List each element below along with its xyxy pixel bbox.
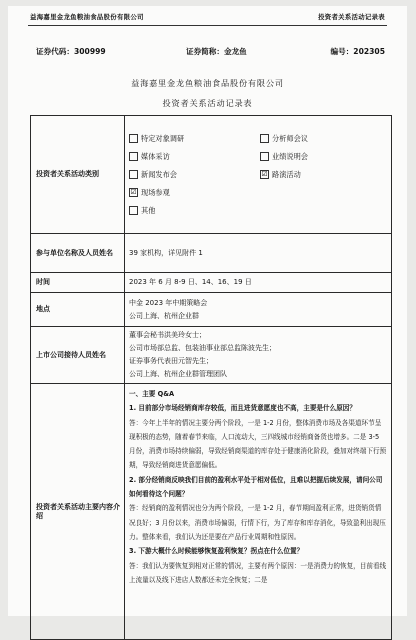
checkbox-spacer	[260, 186, 391, 200]
reception-line: 公司上海、杭州企业群管理团队	[129, 370, 227, 378]
row-content	[31, 384, 392, 640]
checkbox-box	[129, 134, 138, 143]
checkbox-box: ☑	[261, 170, 268, 178]
label-content: 投资者关系活动主要内容介绍	[31, 384, 125, 640]
row-activity	[31, 116, 392, 234]
record-table	[30, 115, 392, 640]
time-value: 2023 年 6 月 8-9 日、14、16、19 日	[125, 273, 392, 293]
location-value	[125, 293, 392, 327]
row-time	[31, 273, 392, 293]
checkbox-roadshow[interactable]: ☑ 路演活动	[261, 170, 301, 179]
stock-abbr: 证券简称：金龙鱼	[186, 47, 247, 56]
location-line: 公司上海、杭州企业群	[129, 311, 199, 320]
checkbox-analyst-meeting[interactable]: 分析师会议	[260, 132, 391, 146]
doc-form-title: 投资者关系活动记录表	[162, 98, 253, 108]
answer-3: 答：我们认为要恢复到相对正常的情况，主要有两个原因：一是消费力的恢复，目前看线上流量以及线下进店人数都还未完全恢复；二是	[129, 561, 387, 584]
label-activity: 投资者关系活动类别	[31, 116, 125, 234]
stock-code: 证券代码：300999	[36, 47, 106, 56]
row-location	[31, 293, 392, 327]
checkbox-box	[129, 206, 138, 215]
checkbox-site-visit[interactable]: ☑ 现场参观	[130, 188, 170, 197]
checkbox-box	[129, 152, 138, 161]
label-time: 时间	[31, 273, 125, 293]
running-header	[30, 12, 385, 24]
checkbox-box	[260, 134, 269, 143]
question-2: 2. 部分经销商反映我们目前的盈利水平处于相对低位，且难以把握后续发展，请问公司如何看待这个问题？	[129, 475, 383, 499]
activity-options	[125, 116, 392, 234]
checkbox-box	[260, 152, 269, 161]
header-doc-title: 投资者关系活动记录表	[318, 13, 385, 21]
checkbox-earnings-call[interactable]: 业绩说明会	[260, 150, 391, 164]
checkbox-box: ☑	[130, 188, 137, 196]
reception-line: 公司市场部总监、包装油事业部总监陈波先生；	[129, 344, 276, 352]
answer-2: 答：经销商的盈利情况也分为两个阶段，一是 1-2 月，春节期间盈利正常，进货销货情况良好；3 月份以来，消费市场偏弱，行情下行，为了库存和库存消化，导致盈利出现压力。整体来看，我们认为还是要在产品行业周期和性原因。	[129, 504, 386, 541]
checkbox-media-interview[interactable]: 媒体采访	[129, 150, 260, 164]
document-page	[8, 6, 407, 616]
content-value	[125, 384, 392, 640]
question-1: 1. 目前部分市场经销商库存较低，而且进货意愿度也不高，主要是什么原因？	[129, 404, 356, 413]
label-participants: 参与单位名称及人员姓名	[31, 234, 125, 273]
checkbox-other[interactable]: 其他	[129, 204, 260, 218]
checkbox-specific-research[interactable]: 特定对象调研	[129, 132, 260, 146]
label-location: 地点	[31, 293, 125, 327]
answer-1: 答：今年上半年的情况主要分两个阶段，一是 1-2 月份，整体消费市场及各渠道环节呈现积极的态势，随着春节来临，人口流动大，三四线城市经销商备货也增多。二是 3-5 月份，消费市场持续偏弱，导致经销商渠道的库存处于健康消化阶段，叠加对终端下行预期，导致经销商进货意愿偏低。	[129, 418, 387, 470]
location-line: 中金 2023 年中期策略会	[129, 298, 208, 307]
checkbox-box	[129, 170, 138, 179]
doc-number: 编号：202305	[330, 47, 385, 56]
reception-line: 证券事务代表田元智先生；	[129, 357, 213, 365]
row-participants	[31, 234, 392, 273]
doc-company-title: 益海嘉里金龙鱼粮油食品股份有限公司	[131, 78, 284, 88]
label-reception: 上市公司接待人员姓名	[31, 327, 125, 384]
reception-line: 董事会秘书洪美玲女士；	[129, 331, 206, 339]
question-3: 3. 下游大概什么时候能够恢复盈利恢复？拐点在什么位置？	[129, 547, 304, 556]
participants-value: 39 家机构，详见附件 1	[125, 234, 392, 273]
reception-value	[125, 327, 392, 384]
section-heading: 一、主要 Q&A	[129, 390, 175, 398]
checkbox-press-conference[interactable]: 新闻发布会	[129, 168, 260, 182]
row-reception	[31, 327, 392, 384]
meta-row	[36, 46, 385, 58]
header-rule	[28, 25, 387, 26]
header-company: 益海嘉里金龙鱼粮油食品股份有限公司	[30, 13, 144, 21]
